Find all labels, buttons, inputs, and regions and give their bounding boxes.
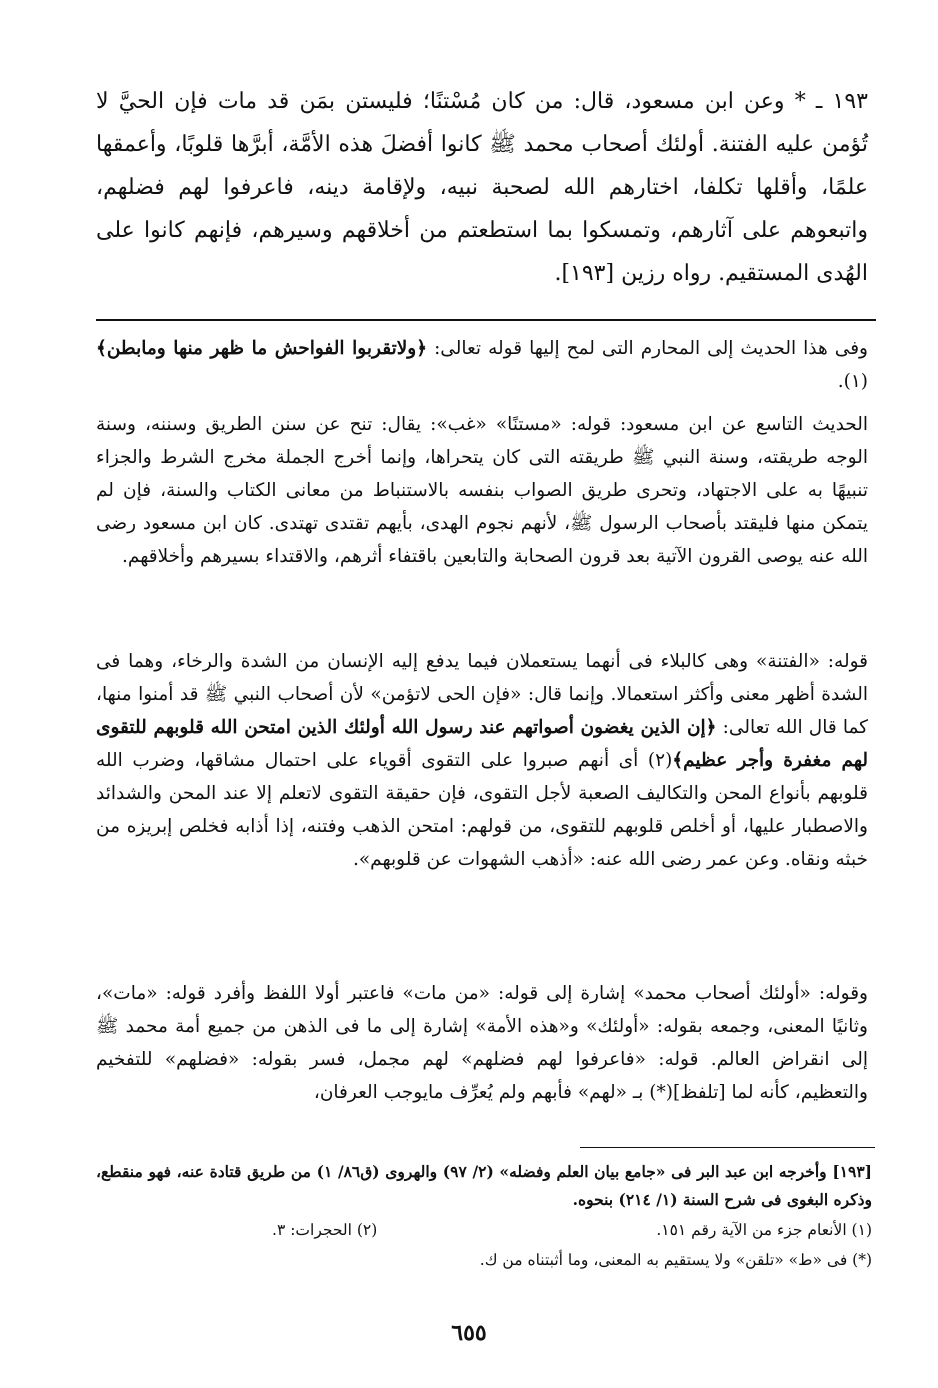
commentary-paragraph-3 [96, 645, 868, 876]
commentary-paragraph-2 [96, 408, 868, 573]
footnote-source: [١٩٣] وأخرجه ابن عبد البر فى «جامع بيان العلم وفضله» (٢/ ٩٧) والهروى (ق٨٦/ ١) من طريق قتادة عنه، فهو منقطع، وذكره البغوى فى شرح السنة (١/ ٢١٤) بنحوه. [96, 1162, 872, 1209]
footnote-divider [580, 1147, 875, 1148]
footnote-ref: (١). [837, 371, 868, 392]
commentary-paragraph-1 [96, 332, 868, 398]
quran-quote: ﴿ولاتقربوا الفواحش ما ظهر منها ومابطن﴾ [96, 338, 428, 359]
commentary-text: وفى هذا الحديث إلى المحارم التى لمح إليها قوله تعالى: [427, 338, 868, 359]
main-divider [96, 319, 876, 321]
hadith-body: ١٩٣ ـ * وعن ابن مسعود، قال: من كان مُسْتنًا؛ فليستن بمَن قد مات فإن الحيَّ لا تُؤمن عليه الفتنة. أولئك أصحاب محمد ﷺ كانوا أفضلَ هذه الأمَّة، أبرَّها قلوبًا، وأعمقها علمًا، وأقلها تكلفا، اختارهم الله لصحبة نبيه، ولإقامة دينه، فاعرفوا لهم فضلهم، واتبعوهم على آثارهم، وتمسكوا بما استطعتم من أخلاقهم وسيرهم، فإنهم كانوا على الهُدى المستقيم. رواه رزين [١٩٣]. [96, 89, 868, 286]
footnote-1: (١) الأنعام جزء من الآية رقم ١٥١. [656, 1221, 872, 1239]
footnote-row [96, 1216, 872, 1244]
commentary-paragraph-4 [96, 977, 868, 1109]
commentary-text: (٢) أى أنهم صبروا على التقوى أقوياء على احتمال مشاقها، وضرب الله قلوبهم بأنواع المحن والتكاليف الصعبة لأجل التقوى، فإن حقيقة التقوى لاتعلم إلا عند المحن والشدائد والاصطبار عليها، أو أخلص قلوبهم للتقوى، من قولهم: امتحن الذهب وفتنه، إذا أذابه فخلص إبريزه من خبثه ونقاه. وعن عمر رضى الله عنه: «أذهب الشهوات عن قلوبهم». [96, 750, 868, 870]
footnote-2: (٢) الحجرات: ٣. [272, 1221, 378, 1239]
commentary-text: الحديث التاسع عن ابن مسعود: قوله: «مستنًا» «غب»: يقال: تنح عن سنن الطريق وسننه، وسنة الوجه طريقته، وسنة النبي ﷺ طريقته التى كان يتحراها، وإنما أخرج الجملة مخرج الشرط والجزاء تنبيهًا به على الاجتهاد، وتحرى طريق الصواب بنفسه بالاستنباط من معانى الكتاب والسنة، فإن لم يتمكن منها فليقتد بأصحاب الرسول ﷺ، لأنهم نجوم الهدى، بأيهم تقتدى تهتدى. كان ابن مسعود رضى الله عنه يوصى القرون الآتية بعد قرون الصحابة والتابعين باقتفاء أثرهم، والاقتداء بسيرهم وأخلاقهم. [96, 414, 868, 567]
quran-quote: ﴿إن الذين يغضون أصواتهم عند رسول الله أولئك الذين امتحن الله قلوبهم للتقوى لهم مغفرة وأجر عظيم﴾ [96, 717, 868, 771]
footnote-star: (*) فى «ط» «تلقن» ولا يستقيم به المعنى، وما أثبتناه من ك. [479, 1251, 872, 1269]
commentary-text: قوله: «الفتنة» وهى كالبلاء فى أنهما يستعملان فيما يدفع إليه الإنسان من الشدة والرخاء، وهما فى الشدة أظهر معنى وأكثر استعمالا. وإنما قال: «فإن الحى لاتؤمن» لأن أصحاب النبي ﷺ قد أمنوا منها، كما قال الله تعالى: [96, 651, 868, 738]
hadith-text [96, 80, 868, 295]
page-number: ٦٥٥ [451, 1320, 487, 1346]
commentary-text: وقوله: «أولئك أصحاب محمد» إشارة إلى قوله: «من مات» فاعتبر أولا اللفظ وأفرد قوله: «مات»، وثانيًا المعنى، وجمعه بقوله: «أولئك» و«هذه الأمة» إشارة إلى ما فى الذهن من جميع أمة محمد ﷺ إلى انقراض العالم. قوله: «فاعرفوا لهم فضلهم» لهم مجمل، فسر بقوله: «فضلهم» للتفخيم والتعظيم، كأنه لما [تلفظ](*) بـ «لهم» فأبهم ولم يُعرِّف مايوجب العرفان، [96, 983, 868, 1103]
